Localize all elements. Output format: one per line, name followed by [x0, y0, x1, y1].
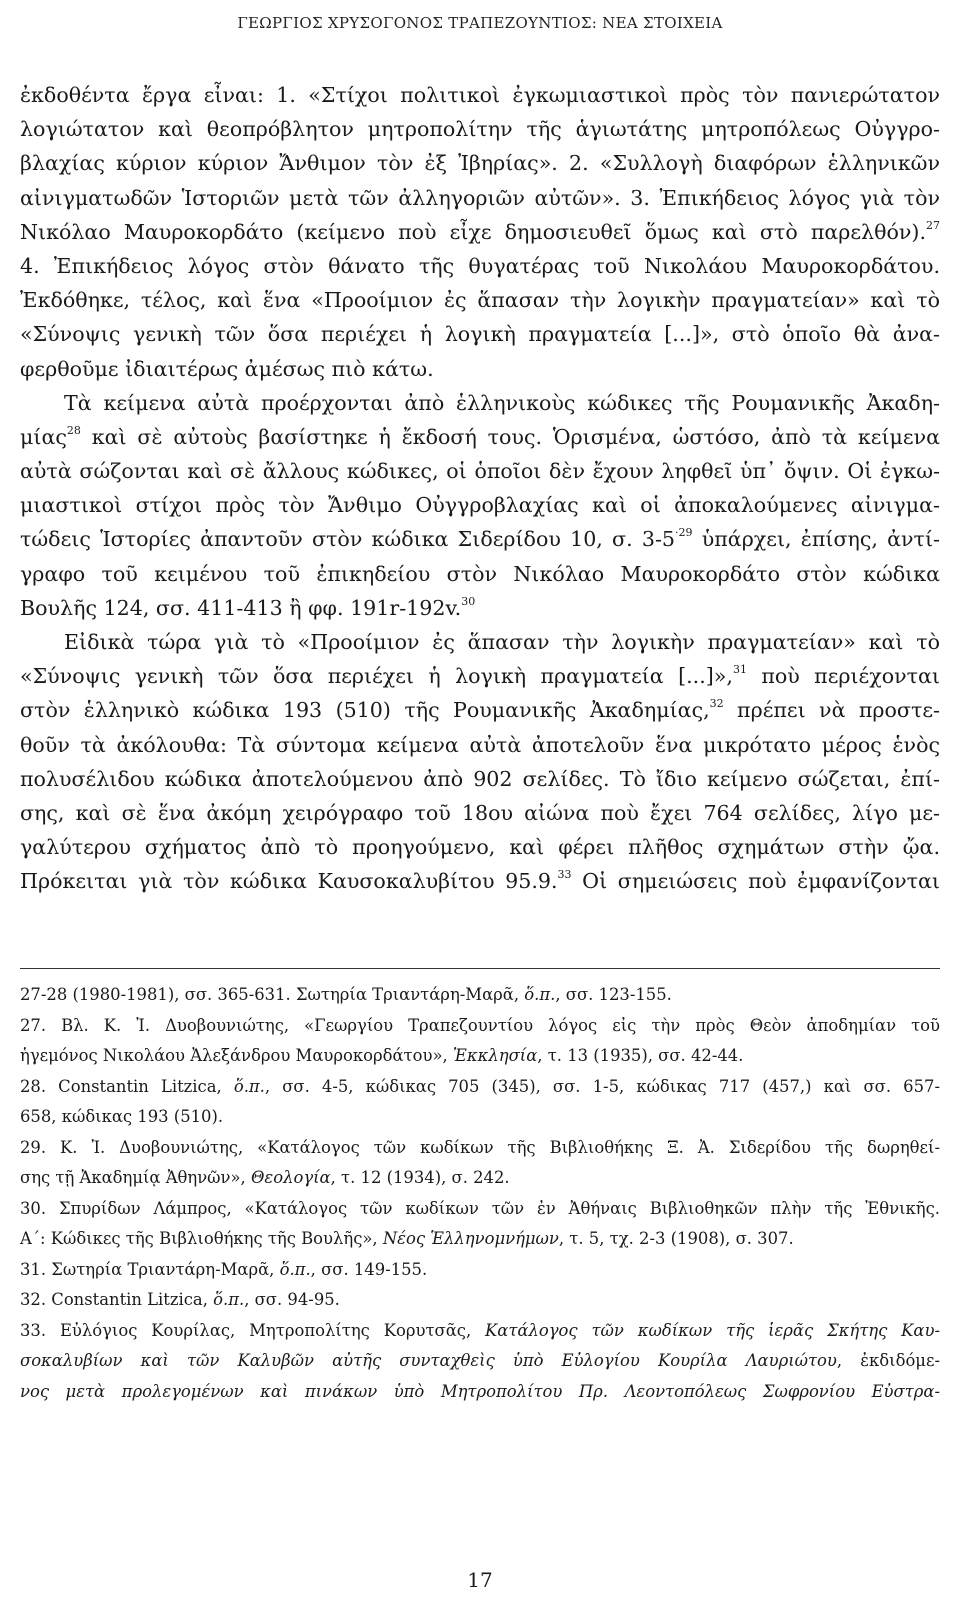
- text-span: ἐκδοθέντα ἔργα εἶναι: 1. «Στίχοι πολιτικοὶ ἐγκωμιαστικοὶ πρὸς τὸν πανιερώτατον: [20, 83, 940, 107]
- note-text: , σσ. 4-5, κώδικας 705 (345), σσ. 1-5, κώδικας 717 (457,) καὶ σσ. 657-: [264, 1076, 940, 1096]
- text-line: [20, 728, 940, 762]
- text-span: πρέπει νὰ προστε-: [723, 698, 941, 723]
- text-line: [20, 522, 940, 556]
- note-text: , σσ. 123-155.: [555, 985, 672, 1004]
- text-span: λογιώτατον καὶ θεοπρόβλητον μητροπολίτην τῆς ἁγιωτάτης μητροπόλεως Οὐγγρο-: [20, 117, 940, 142]
- footnote-ref: 33: [557, 868, 572, 882]
- footnote-ref: 27: [926, 218, 940, 232]
- footnote-line: [20, 1255, 940, 1286]
- footnote-line: [20, 1194, 940, 1225]
- text-line: [20, 625, 940, 659]
- text-span: πολυσέλιδου κώδικα ἀποτελούμενου ἀπὸ 902 σελίδες. Τὸ ἴδιο κείμενο σώζεται, ἐπί-: [20, 766, 940, 791]
- text-line: [20, 830, 940, 864]
- footnote-line: [20, 980, 940, 1011]
- note-text: 28. Constantin Litzica,: [20, 1076, 234, 1096]
- text-line: [20, 557, 940, 591]
- text-line: [20, 386, 940, 420]
- footnote-line: [20, 1224, 940, 1255]
- note-text: 27. Βλ. Κ. Ἰ. Δυοβουνιώτης, «Γεωργίου Τραπεζουντίου λόγος εἰς τὴν πρὸς Θεὸν ἀποδημίαν τοῦ: [20, 1015, 940, 1035]
- text-span: Νικόλαο Μαυροκορδάτο (κείμενο ποὺ εἶχε δημοσιευθεῖ ὅμως καὶ στὸ παρελθόν).: [20, 219, 926, 244]
- text-span: θοῦν τὰ ἀκόλουθα: Τὰ σύντομα κείμενα αὐτὰ ἀποτελοῦν ἕνα μικρότατο μέρος ἑνὸς: [20, 732, 940, 757]
- text-span: αἰνιγματωδῶν Ἱστοριῶν μετὰ τῶν ἀλληγοριῶν αὐτῶν». 3. Ἐπικήδειος λόγος γιὰ τὸν: [20, 185, 940, 210]
- note-text: 658, κώδικας 193 (510).: [20, 1107, 224, 1126]
- footnote-line: [20, 1102, 940, 1133]
- note-text: σης τῇ Ἀκαδημίᾳ Ἀθηνῶν»,: [20, 1168, 251, 1187]
- note-italic: Θεολογία: [250, 1168, 331, 1187]
- text-span: Βουλῆς 124, σσ. 411-413 ἢ φφ. 191r-192v.: [20, 595, 462, 620]
- text-span: γαλύτερου σχήματος ἀπὸ τὸ προηγούμενο, καὶ φέρει πλῆθος σχημάτων στὴν ᾤα.: [20, 835, 940, 860]
- footnote-ref: 30: [461, 594, 476, 608]
- text-line: [20, 796, 940, 830]
- note-text: Α΄: Κώδικες τῆς Βιβλιοθήκης τῆς Βουλῆς»,: [20, 1229, 383, 1248]
- text-line: [20, 283, 940, 317]
- footnote-line: [20, 1285, 940, 1316]
- text-line: [20, 352, 940, 386]
- footnote-line: [20, 1163, 940, 1194]
- text-line: [20, 181, 940, 215]
- note-italic: σοκαλυβίων καὶ τῶν Καλυβῶν αὐτῆς συνταχθεὶς ὑπὸ Εὐλογίου Κουρίλα Λαυριώτου: [20, 1351, 837, 1370]
- footnote-divider: [20, 968, 940, 969]
- text-line: [20, 762, 940, 796]
- footnote-ref: 32: [709, 697, 724, 711]
- footnote-ref: ·29: [675, 526, 693, 540]
- footnote-ref: 28: [66, 423, 81, 437]
- text-span: Τὰ κείμενα αὐτὰ προέρχονται ἀπὸ ἑλληνικοὺς κώδικες τῆς Ρουμανικῆς Ἀκαδη-: [64, 390, 940, 415]
- text-span: Εἰδικὰ τώρα γιὰ τὸ «Προοίμιον ἐς ἅπασαν τὴν λογικὴν πραγματείαν» καὶ τὸ: [64, 630, 940, 654]
- text-span: φερθοῦμε ἰδιαιτέρως ἀμέσως πιὸ κάτω.: [20, 356, 434, 381]
- note-text: , τ. 13 (1935), σσ. 42-44.: [537, 1046, 744, 1065]
- note-text: , ἐκδιδόμε-: [836, 1351, 940, 1370]
- text-span: καὶ σὲ αὐτοὺς βασίστηκε ἡ ἔκδοσή τους. Ὁρισμένα, ὡστόσο, ἀπὸ τὰ κείμενα: [80, 424, 940, 449]
- text-span: τώδεις Ἱστορίες ἀπαντοῦν στὸν κώδικα Σιδερίδου 10, σ. 3-5: [20, 527, 676, 552]
- note-text: , σσ. 94-95.: [244, 1290, 340, 1309]
- note-text: 31. Σωτηρία Τριαντάρη-Μαρᾶ,: [20, 1259, 280, 1279]
- text-span: ὑπάρχει, ἐπίσης, ἀντί-: [692, 527, 940, 552]
- footnote-line: [20, 1072, 940, 1103]
- note-text: 33. Εὐλόγιος Κουρίλας, Μητροπολίτης Κορυτσᾶς,: [20, 1320, 486, 1340]
- footnote-line: [20, 1346, 940, 1377]
- note-text: 27-28 (1980-1981), σσ. 365-631. Σωτηρία Τριαντάρη-Μαρᾶ,: [20, 985, 525, 1004]
- text-span: μίας: [20, 424, 67, 449]
- text-span: Οἱ σημειώσεις ποὺ ἐμφανίζονται: [571, 869, 940, 894]
- note-text: , τ. 12 (1934), σ. 242.: [330, 1168, 510, 1187]
- note-text: 32. Constantin Litzica,: [20, 1290, 214, 1309]
- text-line: [20, 488, 940, 522]
- text-span: στὸν ἑλληνικὸ κώδικα 193 (510) τῆς Ρουμανικῆς Ἀκαδημίας,: [20, 698, 710, 723]
- note-italic: ὅ.π.: [233, 1076, 265, 1096]
- text-span: σης, καὶ σὲ ἕνα ἀκόμη χειρόγραφο τοῦ 18ου αἰώνα ποὺ ἔχει 764 σελίδες, λίγο με-: [20, 800, 940, 825]
- text-line: [20, 591, 940, 625]
- text-line: [20, 454, 940, 488]
- text-line: [20, 146, 940, 180]
- note-text: ἡγεμόνος Νικολάου Ἀλεξάνδρου Μαυροκορδάτου»,: [20, 1046, 453, 1065]
- note-text: , τ. 5, τχ. 2-3 (1908), σ. 307.: [558, 1229, 794, 1248]
- text-line: [20, 112, 940, 146]
- note-text: , σσ. 149-155.: [310, 1259, 428, 1279]
- note-italic: νος μετὰ προλεγομένων καὶ πινάκων ὑπὸ Μητροπολίτου Πρ. Λεοντοπόλεως Σωφρονίου Εὐστρα-: [20, 1381, 940, 1401]
- note-italic: Κατάλογος τῶν κωδίκων τῆς ἱερᾶς Σκήτης Καυ-: [485, 1320, 940, 1340]
- footnote-line: [20, 1011, 940, 1042]
- footnote-ref: 31: [732, 663, 747, 677]
- footnote-line: [20, 1133, 940, 1164]
- main-text: [20, 78, 940, 899]
- footnote-line: [20, 1041, 940, 1072]
- text-line: [20, 317, 940, 351]
- text-span: αὐτὰ σώζονται καὶ σὲ ἄλλους κώδικες, οἱ ὁποῖοι δὲν ἔχουν ληφθεῖ ὑπ᾿ ὄψιν. Οἱ ἐγκω-: [20, 459, 940, 484]
- text-line: [20, 659, 940, 693]
- text-span: γραφο τοῦ κειμένου τοῦ ἐπικηδείου στὸν Νικόλαο Μαυροκορδάτο στὸν κώδικα: [20, 561, 940, 586]
- footnote-line: [20, 1316, 940, 1347]
- text-span: 4. Ἐπικήδειος λόγος στὸν θάνατο τῆς θυγατέρας τοῦ Νικολάου Μαυροκορδάτου.: [20, 253, 940, 278]
- text-line: [20, 249, 940, 283]
- note-italic: ὅ.π.: [524, 985, 556, 1004]
- note-italic: Ἐκκλησία: [452, 1046, 538, 1065]
- footnotes: [20, 980, 940, 1407]
- text-span: βλαχίας κύριον κύριον Ἄνθιμον τὸν ἐξ Ἰβηρίας». 2. «Συλλογὴ διαφόρων ἑλληνικῶν: [20, 151, 940, 176]
- page-number: 17: [467, 1568, 493, 1592]
- note-text: 29. Κ. Ἰ. Δυοβουνιώτης, «Κατάλογος τῶν κωδίκων τῆς Βιβλιοθήκης Ξ. Ἀ. Σιδερίδου τῆς δωρηθεί-: [20, 1137, 940, 1157]
- note-italic: ὅ.π.: [279, 1259, 311, 1279]
- text-span: «Σύνοψις γενικὴ τῶν ὅσα περιέχει ἡ λογικὴ πραγματεία [...]», στὸ ὁποῖο θὰ ἀνα-: [20, 322, 940, 347]
- running-head: ΓΕΩΡΓΙΟΣ ΧΡΥΣΟΓΟΝΟΣ ΤΡΑΠΕΖΟΥΝΤΙΟΣ: ΝΕΑ ΣΤΟΙΧΕΙΑ: [237, 14, 723, 32]
- text-span: Ἐκδόθηκε, τέλος, καὶ ἕνα «Προοίμιον ἐς ἅπασαν τὴν λογικὴν πραγματείαν» καὶ τὸ: [20, 288, 940, 313]
- note-italic: Νέος Ἑλληνομνήμων: [382, 1229, 559, 1248]
- note-italic: ὅ.π.: [213, 1290, 245, 1309]
- text-span: μιαστικοὶ στίχοι πρὸς τὸν Ἄνθιμο Οὐγγροβλαχίας καὶ οἱ ἀποκαλούμενες αἰνιγμα-: [20, 493, 940, 518]
- text-span: «Σύνοψις γενικὴ τῶν ὅσα περιέχει ἡ λογικὴ πραγματεία [...]»,: [20, 664, 733, 689]
- text-span: Πρόκειται γιὰ τὸν κώδικα Καυσοκαλυβίτου 95.9.: [20, 869, 558, 894]
- text-line: [20, 693, 940, 727]
- text-line: [20, 78, 940, 112]
- text-line: [20, 420, 940, 454]
- footnote-line: [20, 1377, 940, 1408]
- note-text: 30. Σπυρίδων Λάμπρος, «Κατάλογος τῶν κωδίκων τῶν ἐν Ἀθήναις Βιβλιοθηκῶν πλὴν τῆς Ἐθνικῆς.: [20, 1198, 940, 1218]
- text-line: [20, 864, 940, 898]
- text-line: [20, 215, 940, 249]
- text-span: ποὺ περιέχονται: [746, 664, 940, 689]
